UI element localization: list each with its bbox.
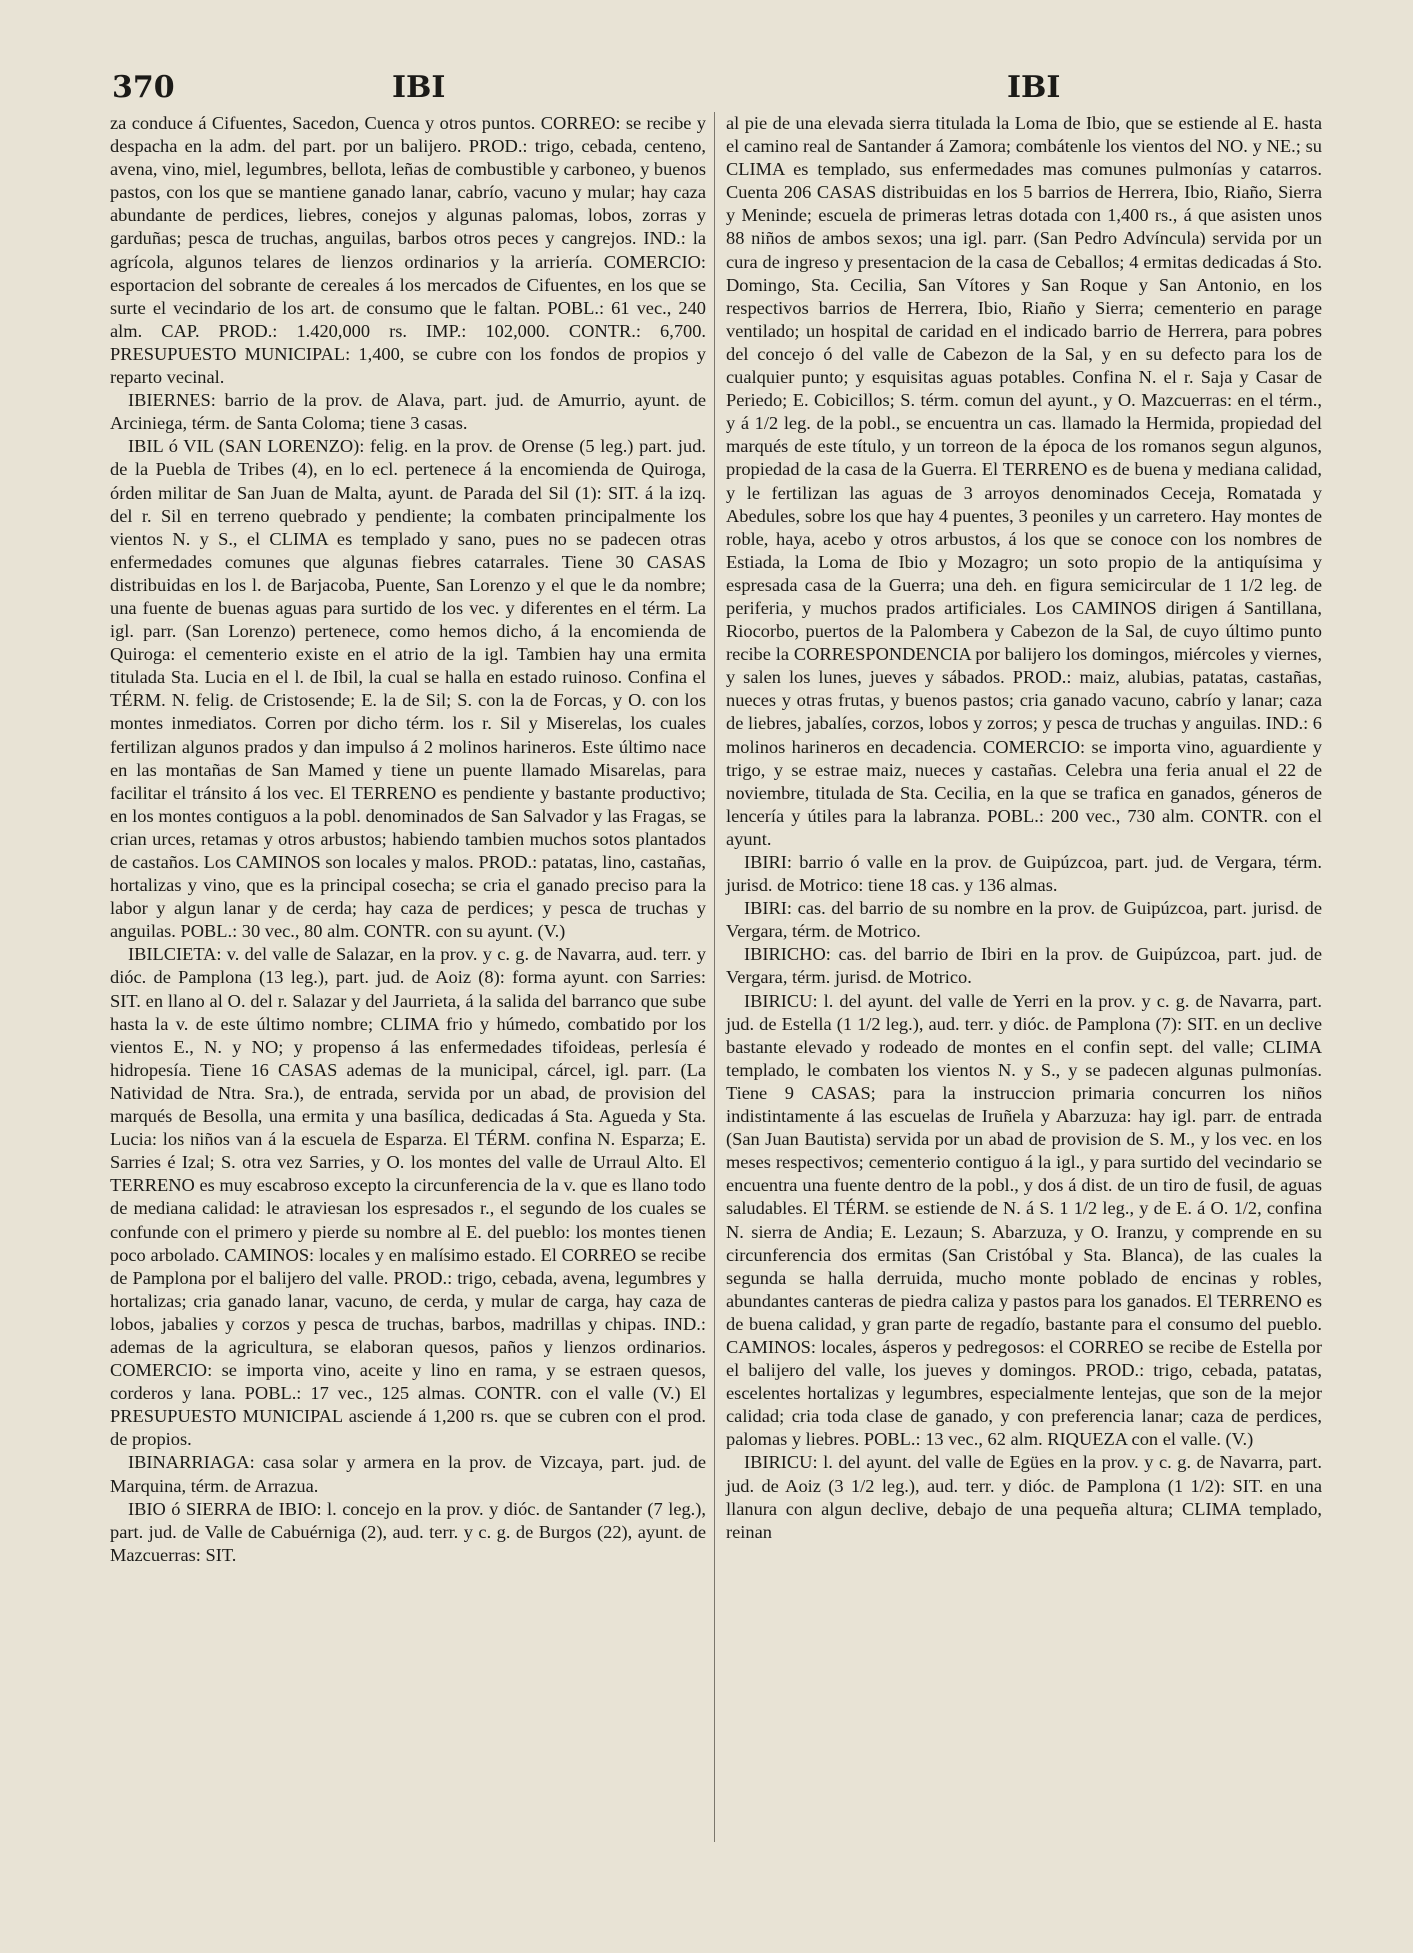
entry-ibinarriaga: IBINARRIAGA: casa solar y armera en la prov. de Vizcaya, part. jud. de Marquina, térm. de Arrazua. xyxy=(110,1452,706,1496)
entry-ibiricu-egues: IBIRICU: l. del ayunt. del valle de Egües en la prov. y c. g. de Navarra, part. jud. de Aoiz (3 1/2 leg.), aud. terr. y dióc. de Pamplona (1 1/2): SIT. en una llanura con algun declive, debajo de una pequeña altura; CLIMA templado, reinan xyxy=(726,1452,1322,1542)
entry-continuation: za conduce á Cifuentes, Sacedon, Cuenca y otros puntos. CORREO: se recibe y despacha en la adm. del part. por un balijero. PROD.: trigo, cebada, centeno, avena, vino, miel, legumbres, bellota, leñas de combustible y carboneo, y buenos pastos, con los que se mantiene ganado lanar, cabrío, vacuno y mular; hay caza abundante de perdices, liebres, conejos y algunas palomas, lobos, zorras y garduñas; pesca de truchas, anguilas, barbos otros peces y cangrejos. IND.: la agrícola, algunos telares de lienzos ordinarios y la arriería. COMERCIO: esportacion del sobrante de cereales á los mercados de Cifuentes, en los que se surte el vecindario de los art. de consumo que le faltan. POBL.: 61 vec., 240 alm. CAP. PROD.: 1.420,000 rs. IMP.: 102,000. CONTR.: 6,700. PRESUPUESTO MUNICIPAL: 1,400, se cubre con los fondos de propios y reparto vecinal. xyxy=(110,113,706,388)
running-head-right: IBI xyxy=(1007,70,1061,105)
column-divider xyxy=(714,112,715,1842)
page-number: 370 xyxy=(112,70,175,105)
entry-ibil: IBIL ó VIL (SAN LORENZO): felig. en la prov. de Orense (5 leg.) part. jud. de la Puebla de Tribes (4), en lo ecl. pertenece á la encomienda de Quiroga, órden militar de San Juan de Malta, ayunt. de Parada del Sil (1): SIT. á la izq. del r. Sil en terreno quebrado y pendiente; la combaten principalmente los vientos N. y S., el CLIMA es templado y sano, pues no se padecen otras enfermedades comunes que algunas fiebres catarrales. Tiene 30 CASAS distribuidas en los l. de Barjacoba, Puente, San Lorenzo y el que le da nombre; una fuente de buenas aguas para surtido de los vec. y diferentes en el térm. La igl. parr. (San Lorenzo) pertenece, como hemos dicho, á la encomienda de Quiroga: el cementerio existe en el atrio de la igl. Tambien hay una ermita titulada Sta. Lucia en el l. de Ibil, la cual se halla en estado ruinoso. Confina el TÉRM. N. felig. de Cristosende; E. la de Sil; S. con la de Forcas, y O. con los montes inmediatos. Corren por dicho térm. los r. Sil y Miserelas, los cuales fertilizan algunos prados y dan impulso á 2 molinos harineros. Este último nace en las montañas de San Mamed y tiene un puente llamado Misarelas, para facilitar el tránsito á los vec. El TERRENO es pendiente y bastante productivo; en los montes contiguos a la pobl. denominados de San Salvador y las Fragas, se crian urces, retamas y otros arbustos; habiendo tambien muchos sotos plantados de castaños. Los CAMINOS son locales y malos. PROD.: patatas, lino, castañas, hortalizas y vino, que es la principal cosecha; se cria el ganado preciso para la labor y algun lanar y de cerda; hay caza de perdices; y pesca de truchas y anguilas. POBL.: 30 vec., 80 alm. CONTR. con su ayunt. (V.) xyxy=(110,436,706,942)
entry-ibiri-barrio: IBIRI: barrio ó valle en la prov. de Guipúzcoa, part. jud. de Vergara, térm. jurisd. de Motrico: tiene 18 cas. y 136 almas. xyxy=(726,852,1322,896)
entry-ibiri-cas: IBIRI: cas. del barrio de su nombre en la prov. de Guipúzcoa, part. jurisd. de Vergara, térm. de Motrico. xyxy=(726,898,1322,942)
page-header xyxy=(0,70,1413,110)
entry-ibiernes: IBIERNES: barrio de la prov. de Alava, part. jud. de Amurrio, ayunt. de Arciniega, térm. de Santa Coloma; tiene 3 casas. xyxy=(110,390,706,434)
entry-ibiricho: IBIRICHO: cas. del barrio de Ibiri en la prov. de Guipúzcoa, part. jud. de Vergara, térm. jurisd. de Motrico. xyxy=(726,944,1322,988)
entry-ibio-continuation: al pie de una elevada sierra titulada la Loma de Ibio, que se estiende al E. hasta el camino real de Santander á Zamora; combátenle los vientos del NO. y NE.; su CLIMA es templado, sus enfermedades mas comunes pulmonías y catarros. Cuenta 206 CASAS distribuidas en los 5 barrios de Herrera, Ibio, Riaño, Sierra y Meninde; escuela de primeras letras dotada con 1,400 rs., á que asisten unos 88 niños de ambos sexos; una igl. parr. (San Pedro Advíncula) servida por un cura de ingreso y presentacion de la casa de Ceballos; 4 ermitas dedicadas á Sto. Domingo, Sta. Cecilia, San Vítores y San Roque y San Antonio, en los respectivos barrios de Herrera, Ibio, Riaño y Sierra; cementerio en parage ventilado; un hospital de caridad en el indicado barrio de Herrera, para pobres del concejo ó del valle de Cabezon de la Sal, y en su defecto para los de cualquier punto; y esquisitas aguas potables. Confina N. el r. Saja y Casar de Periedo; E. Cobicillos; S. térm. comun del ayunt., y O. Mazcuerras: en el térm., y á 1/2 leg. de la pobl., se encuentra un cas. llamado la Hermida, propiedad del marqués de este título, y un torreon de la época de los romanos segun algunos, propiedad de la casa de la Guerra. El TERRENO es de buena y mediana calidad, y le fertilizan las aguas de 3 arroyos denominados Ceceja, Romatada y Abedules, sobre los que hay 4 puentes, 3 peoniles y un carretero. Hay montes de roble, haya, acebo y otros arbustos, á los que se conoce con los nombres de Estiada, la Loma de Ibio y Mozagro; un soto propio de la antiquísima y espresada casa de la Guerra; una deh. en figura semicircular de 1 1/2 leg. de periferia, y muchos prados artificiales. Los CAMINOS dirigen á Santillana, Riocorbo, puertos de la Palombera y Cabezon de la Sal, de cuyo último punto recibe la CORRESPONDENCIA por balijero los domingos, miércoles y viernes, y salen los lunes, jueves y sábados. PROD.: maiz, alubias, patatas, castañas, nueces y otras frutas, y buenos pastos; cria ganado vacuno, cabrío y lanar; caza de liebres, jabalíes, corzos, lobos y zorros; y pesca de truchas y anguilas. IND.: 6 molinos harineros en decadencia. COMERCIO: se importa vino, aguardiente y trigo, y se estrae maiz, nueces y castañas. Celebra una feria anual el 22 de noviembre, titulada de Sta. Cecilia, en la que se trafica en ganados, géneros de lencería y útiles para la labranza. POBL.: 200 vec., 730 alm. CONTR. con el ayunt. xyxy=(726,113,1322,849)
entry-ibiricu-yerri: IBIRICU: l. del ayunt. del valle de Yerri en la prov. y c. g. de Navarra, part. jud. de Estella (1 1/2 leg.), aud. terr. y dióc. de Pamplona (7): SIT. en un declive bastante elevado y rodeado de montes en el confin sept. del valle; CLIMA templado, le combaten los vientos N. y S., y se padecen algunas pulmonías. Tiene 9 CASAS; para la instruccion primaria concurren los niños indistintamente á las escuelas de Iruñela y Abarzuza: hay igl. parr. de entrada (San Juan Bautista) servida por un abad de provision de S. M., y los vec. en los meses respectivos; cementerio contiguo á la igl., y para surtido del vecindario se encuentra una fuente dentro de la pobl., y dos á dist. de un tiro de fusil, de aguas saludables. El TÉRM. se estiende de N. á S. 1 1/2 leg., y de E. á O. 1/2, confina N. sierra de Andia; E. Lezaun; S. Abarzuza, y O. Iranzu, y comprende en su circunferencia dos ermitas (San Cristóbal y Sta. Blanca), de las cuales la segunda se halla derruida, mucho monte poblado de encinas y robles, abundantes canteras de piedra caliza y pastos para los ganados. El TERRENO es de buena calidad, y gran parte de regadío, bastante para el consumo del pueblo. CAMINOS: locales, ásperos y pedregosos: el CORREO se recibe de Estella por el balijero del valle, los jueves y domingos. PROD.: trigo, cebada, patatas, escelentes hortalizas y legumbres, especialmente lentejas, que son de la mejor calidad; cria toda clase de ganado, y con preferencia lanar; caza de perdices, palomas y liebres. POBL.: 13 vec., 62 alm. RIQUEZA con el valle. (V.) xyxy=(726,990,1322,1450)
running-head-left: IBI xyxy=(392,70,446,105)
entry-ibilcieta: IBILCIETA: v. del valle de Salazar, en la prov. y c. g. de Navarra, aud. terr. y dióc. de Pamplona (13 leg.), part. jud. de Aoiz (8): forma ayunt. con Sarries: SIT. en llano al O. del r. Salazar y del Jaurrieta, á la salida del barranco que sube hasta la v. de este último nombre; CLIMA frio y húmedo, combatido por los vientos E., N. y NO; y propenso á las enfermedades tifoideas, perlesía é hidropesía. Tiene 16 CASAS ademas de la municipal, cárcel, igl. parr. (La Natividad de Ntra. Sra.), de entrada, servida por un abad, de provision del marqués de Besolla, una ermita y una basílica, dedicadas á Sta. Agueda y Sta. Lucia: los niños van á la escuela de Esparza. El TÉRM. confina N. Esparza; E. Sarries é Izal; S. otra vez Sarries, y O. los montes del valle de Urraul Alto. El TERRENO es muy escabroso excepto la circunferencia de la v. que es llano todo de mediana calidad: le atraviesan los espresados r., el segundo de los cuales se confunde con el primero y pierde su nombre al E. del pueblo: los montes tienen poco arbolado. CAMINOS: locales y en malísimo estado. El CORREO se recibe de Pamplona por el balijero del valle. PROD.: trigo, cebada, avena, legumbres y hortalizas; cria ganado lanar, vacuno, de cerda, y mular de carga, hay caza de lobos, jabalies y corzos y pesca de truchas, barbos, madrillas y chipas. IND.: ademas de la agricultura, se elaboran quesos, paños y lienzos ordinarios. COMERCIO: se importa vino, aceite y lino en rama, y se estraen quesos, corderos y lana. POBL.: 17 vec., 125 almas. CONTR. con el valle (V.) El PRESUPUESTO MUNICIPAL asciende á 1,200 rs. que se cubren con el prod. de propios. xyxy=(110,944,706,1450)
entry-ibio: IBIO ó SIERRA de IBIO: l. concejo en la prov. y dióc. de Santander (7 leg.), part. jud. de Valle de Cabuérniga (2), aud. terr. y c. g. de Burgos (22), ayunt. de Mazcuerras: SIT. xyxy=(110,1498,706,1565)
left-column xyxy=(110,112,706,1567)
right-column xyxy=(726,112,1322,1544)
